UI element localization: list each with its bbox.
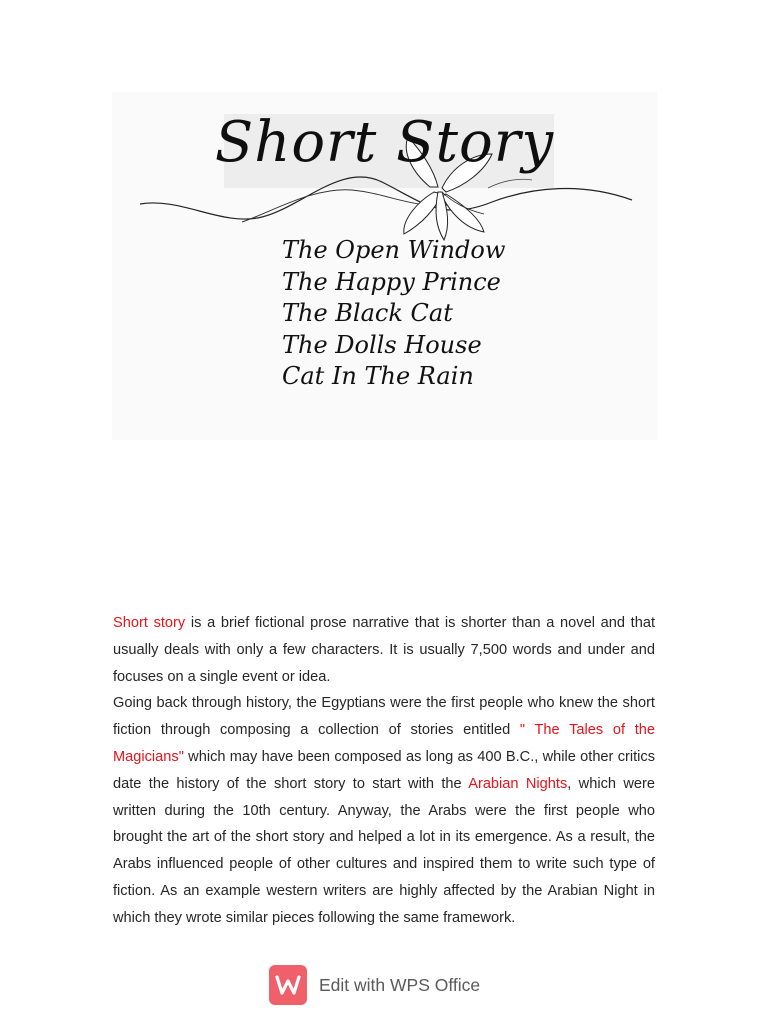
wps-logo-icon [269,965,307,1005]
edit-with-wps-button[interactable] [269,965,489,1005]
paragraph-text: is a brief fictional prose narrative that is shorter than a novel and that usually deals with only a few characters. It is usually 7,500 words and under and focuses on a single event or idea. [113,615,656,685]
history-paragraph [113,690,655,931]
story-title: The Dolls House [282,330,482,359]
article-body [113,610,655,932]
arabian-nights-link[interactable]: Arabian Nights [468,775,568,792]
paragraph-text: , which were written during the 10th century. Anyway, the Arabs were the first people who brought the art of the short story and helped a lot in its emergence. As a result, the Arabs influenced people of other cultures and inspired them to write such type of fiction. As an example western writers are highly affected by the Arabian Night in which they wrote similar pieces following the same framework. [113,775,655,926]
story-title: The Black Cat [282,299,453,327]
paragraph-text: Going back through history, the Egyptians were the first people who knew the short fiction through composing a collection of stories entitled [113,695,655,739]
short-story-link[interactable]: Short story [113,615,186,631]
wps-label: Edit with WPS Office [319,975,481,995]
story-title: The Happy Prince [282,267,501,296]
banner-title: Short Story [214,110,555,175]
story-title-list [282,235,505,393]
tales-of-magicians-link[interactable]: " The Tales of the Magicians" [113,722,655,765]
short-story-banner [112,92,657,440]
intro-paragraph [113,610,655,690]
story-title: Cat In The Rain [282,362,474,390]
story-title: The Open Window [282,236,506,264]
paragraph-text: which may have been composed as long as 400 B.C., while other critics date the history of the short story to start with the [113,748,655,792]
